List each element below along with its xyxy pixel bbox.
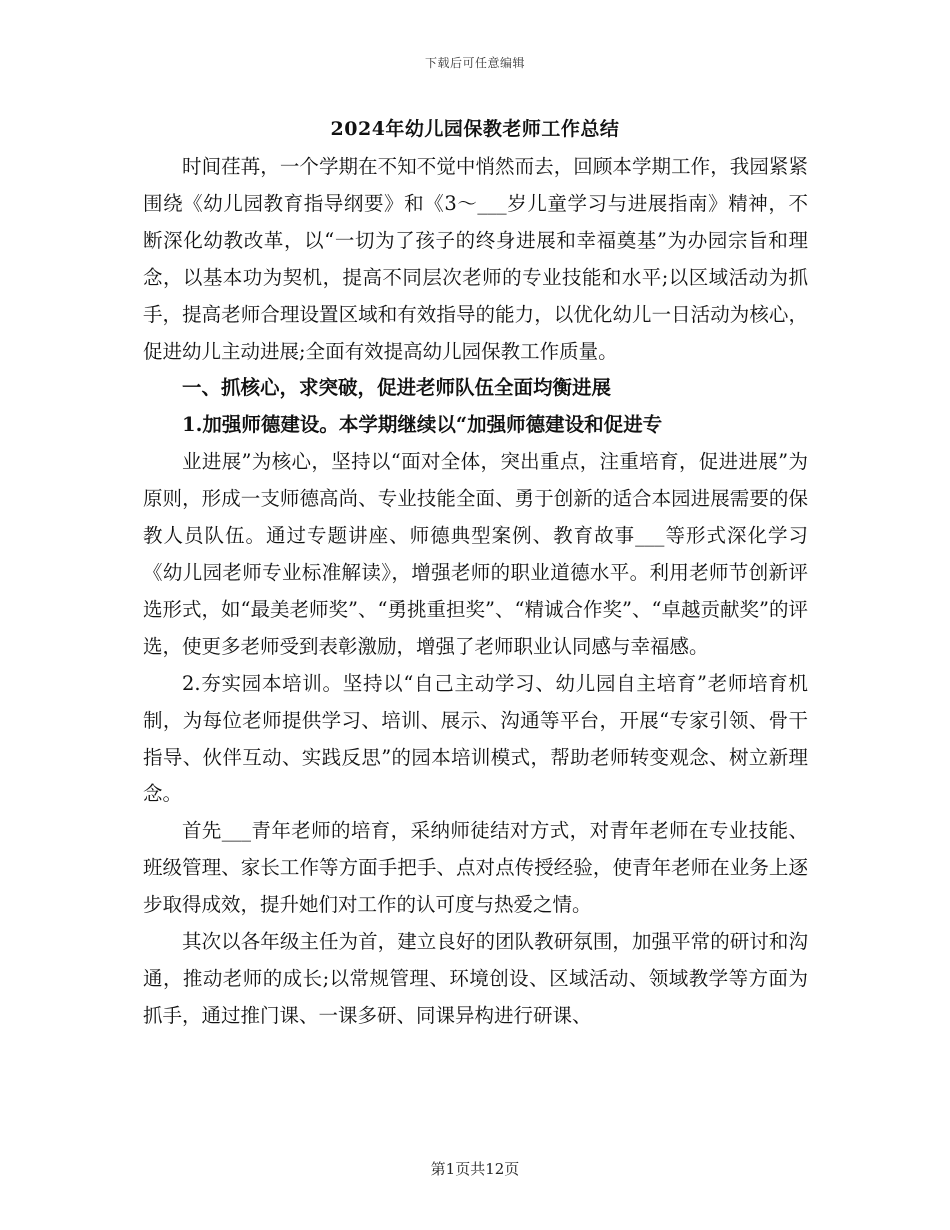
subsection-heading-1: 1.加强师德建设。本学期继续以“加强师德建设和促进专 xyxy=(182,413,663,437)
paragraph-second: 其次以各年级主任为首，建立良好的团队教研氛围，加强平常的研讨和沟通，推动老师的成长;以常规管理、环境创设、区域活动、领域教学等方面为抓手，通过推门课、一课多研、同课异构进行研课、 xyxy=(143,930,808,1027)
document-title: 2024年幼儿园保教老师工作总结 xyxy=(330,118,620,140)
page-footer: 第1页共12页 xyxy=(430,1160,520,1178)
paragraph-intro: 时间荏苒，一个学期在不知不觉中悄然而去，回顾本学期工作，我园紧紧围绕《幼儿园教育指导纲要》和《3～___岁儿童学习与进展指南》精神，不断深化幼教改革，以“一切为了孩子的终身进展和幸福奠基”为办园宗旨和理念，以基本功为契机，提高不同层次老师的专业技能和水平;以区域活动为抓手，提高老师合理设置区域和有效指导的能力，以优化幼儿一日活动为核心，促进幼儿主动进展;全面有效提高幼儿园保教工作质量。 xyxy=(143,155,808,363)
document-body xyxy=(143,149,808,1035)
section-heading-1: 一、抓核心，求突破，促进老师队伍全面均衡进展 xyxy=(182,376,612,400)
paragraph-training: 2.夯实园本培训。坚持以“自己主动学习、幼儿园自主培育”老师培育机制，为每位老师提供学习、培训、展示、沟通等平台，开展“专家引领、骨干指导、伙伴互动、实践反思”的园本培训模式，帮助老师转变观念、树立新理念。 xyxy=(143,671,808,806)
paragraph-first: 首先___青年老师的培育，采纳师徒结对方式，对青年老师在专业技能、班级管理、家长工作等方面手把手、点对点传授经验，使青年老师在业务上逐步取得成效，提升她们对工作的认可度与热爱之情。 xyxy=(143,819,808,917)
header-note: 下载后可任意编辑 xyxy=(424,56,525,70)
paragraph-ethics: 业进展”为核心，坚持以“面对全体，突出重点，注重培育，促进进展”为原则，形成一支师德高尚、专业技能全面、勇于创新的适合本园进展需要的保教人员队伍。通过专题讲座、师德典型案例、教育故事___等形式深化学习《幼儿园老师专业标准解读》，增强老师的职业道德水平。利用老师节创新评选形式，如“最美老师奖”、“勇挑重担奖”、“精诚合作奖”、“卓越贡献奖”的评选，使更多老师受到表彰激励，增强了老师职业认同感与幸福感。 xyxy=(143,450,808,658)
